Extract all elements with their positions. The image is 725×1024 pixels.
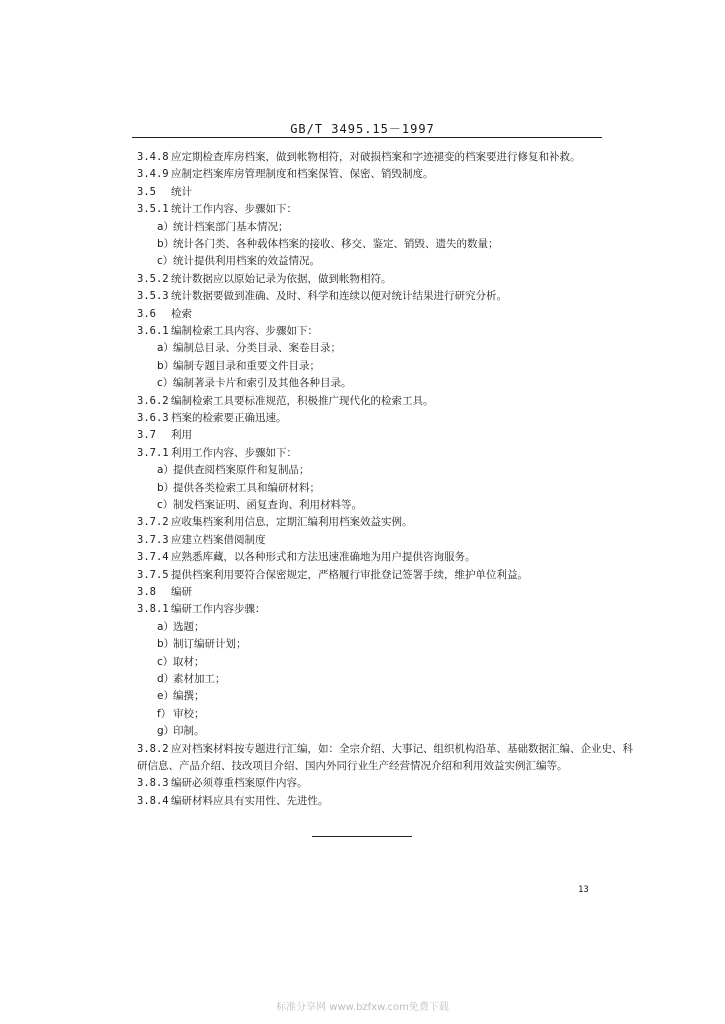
list-item [157, 237, 499, 251]
clause-text: 利用工作内容、步骤如下： [171, 446, 297, 459]
clause-text: 制订编研计划； [173, 638, 247, 651]
list-letter: b） [157, 359, 175, 372]
clause-line [137, 550, 476, 564]
clause-text: 统计数据要做到准确、及时、科学和连续以便对统计结果进行研究分析。 [171, 290, 507, 303]
clause-text: 统计档案部门基本情况； [173, 220, 289, 233]
clause-line [137, 585, 192, 599]
clause-number: 3.4.9 [137, 168, 169, 181]
clause-text: 编制著录卡片和索引及其他各种目录。 [173, 377, 352, 390]
clause-text: 编制专题目录和重要文件目录； [173, 359, 320, 372]
clause-text: 制发档案证明、函复查询、利用材料等。 [173, 499, 362, 511]
clause-text: 应制定档案库房管理制度和档案保管、保密、销毁制度。 [171, 168, 434, 181]
list-letter: d） [157, 673, 175, 685]
list-letter: a） [157, 342, 174, 355]
clause-text: 编研 [171, 586, 192, 598]
clause-text: 编研必须尊重档案原件内容。 [171, 777, 308, 790]
clause-number: 3.6 [137, 307, 156, 320]
list-item [157, 220, 289, 234]
clause-line [137, 150, 581, 164]
list-item [157, 254, 320, 268]
list-letter: b） [157, 481, 175, 494]
clause-line [137, 272, 392, 286]
clause-line [137, 742, 633, 756]
list-item [157, 689, 205, 703]
clause-text: 审校； [173, 707, 205, 720]
clause-text: 应对档案材料按专题进行汇编，如：全宗介绍、大事记、组织机构沿革、基础数据汇编、企业史、科 [171, 742, 633, 755]
clause-line [137, 428, 192, 442]
clause-text: 统计数据应以原始记录为依据，做到帐物相符。 [171, 272, 392, 285]
clause-line [137, 602, 266, 616]
clause-text: 编制检索工具内容、步骤如下： [171, 325, 318, 337]
clause-line [137, 446, 297, 460]
clause-text: 编制总目录、分类目录、案卷目录； [173, 342, 341, 355]
standard-header: GB/T 3495.15－1997 [290, 122, 435, 136]
clause-number: 3.5 [137, 185, 156, 198]
list-item [157, 463, 310, 477]
clause-number: 3.5.2 [137, 272, 169, 285]
clause-line [137, 759, 568, 773]
list-item [157, 707, 205, 721]
clause-text: 应收集档案利用信息，定期汇编利用档案效益实例。 [171, 516, 413, 529]
clause-line [137, 411, 287, 425]
clause-text: 利用 [171, 429, 192, 442]
list-letter: a） [157, 220, 174, 233]
clause-line [137, 515, 413, 529]
clause-text: 编制检索工具要标准规范，积极推广现代化的检索工具。 [171, 394, 434, 407]
clause-text: 研信息、产品介绍、技改项目介绍、国内外同行业生产经营情况介绍和利用效益实例汇编等。 [137, 760, 568, 772]
list-item [157, 655, 205, 669]
clause-line [137, 533, 266, 547]
clause-number: 3.6.2 [137, 394, 169, 407]
clause-text: 应定期检查库房档案，做到帐物相符，对破损档案和字迹褪变的档案要进行修复和补救。 [171, 151, 581, 163]
list-item [157, 724, 205, 738]
clause-number: 3.7.1 [137, 446, 169, 459]
clause-number: 3.4.8 [137, 151, 169, 163]
header-rule [132, 137, 602, 138]
list-letter: e） [157, 690, 174, 703]
clause-line [137, 568, 528, 582]
clause-text: 提供档案利用要符合保密规定，严格履行审批登记签署手续，维护单位利益。 [171, 568, 528, 581]
clause-number: 3.8 [137, 586, 156, 598]
list-item [157, 376, 352, 390]
clause-text: 编研工作内容步骤： [171, 603, 266, 616]
list-letter: c） [157, 377, 174, 390]
watermark-footer: 标准分享网 www.bzfxw.com免费下载 [276, 1002, 449, 1013]
clause-text: 印制。 [173, 725, 205, 738]
list-item [157, 341, 341, 355]
clause-text: 应建立档案借阅制度 [171, 533, 266, 546]
list-letter: b） [157, 238, 175, 250]
clause-text: 素材加工； [173, 673, 226, 685]
list-item [157, 498, 362, 512]
clause-number: 3.8.3 [137, 777, 169, 790]
clause-line [137, 394, 434, 408]
clause-text: 取材； [173, 655, 205, 668]
list-item [157, 637, 247, 651]
clause-text: 检索 [171, 307, 192, 320]
clause-text: 提供查阅档案原件和复制品； [173, 464, 310, 477]
clause-line [137, 289, 507, 303]
clause-text: 提供各类检索工具和编研材料； [173, 481, 320, 494]
list-letter: c） [157, 655, 174, 668]
clause-number: 3.7.2 [137, 516, 169, 529]
clause-line [137, 776, 308, 790]
clause-number: 3.7 [137, 429, 156, 442]
list-item [157, 672, 226, 686]
clause-text: 档案的检索要正确迅速。 [171, 412, 287, 424]
clause-number: 3.5.1 [137, 203, 169, 216]
list-letter: a） [157, 620, 174, 633]
clause-text: 统计提供利用档案的效益情况。 [173, 255, 320, 268]
clause-text: 统计工作内容、步骤如下： [171, 203, 297, 216]
list-letter: f） [157, 707, 172, 720]
clause-number: 3.7.4 [137, 551, 169, 564]
list-letter: g） [157, 725, 175, 738]
clause-text: 编研材料应具有实用性、先进性。 [171, 794, 329, 807]
clause-text: 编撰； [173, 690, 205, 703]
list-letter: a） [157, 464, 174, 477]
clause-text: 统计各门类、各种载体档案的接收、移交、鉴定、销毁、遗失的数量； [173, 238, 499, 250]
clause-line [137, 185, 192, 199]
clause-line [137, 167, 434, 181]
list-item [157, 359, 320, 373]
clause-text: 统计 [171, 185, 192, 198]
clause-number: 3.6.1 [137, 325, 169, 337]
clause-number: 3.6.3 [137, 412, 169, 424]
clause-text: 选题； [173, 620, 205, 633]
clause-number: 3.7.5 [137, 568, 169, 581]
clause-number: 3.8.2 [137, 742, 169, 755]
list-letter: c） [157, 255, 174, 268]
page-number: 13 [578, 885, 589, 895]
list-letter: b） [157, 638, 175, 651]
clause-line [137, 202, 297, 216]
list-item [157, 481, 320, 495]
list-item [157, 620, 205, 634]
clause-text: 应熟悉库藏，以各种形式和方法迅速准确地为用户提供咨询服务。 [171, 551, 476, 564]
list-letter: c） [157, 499, 174, 511]
clause-number: 3.8.4 [137, 794, 169, 807]
clause-line [137, 307, 192, 321]
end-rule [312, 836, 412, 837]
clause-number: 3.5.3 [137, 290, 169, 303]
clause-line [137, 794, 329, 808]
clause-number: 3.8.1 [137, 603, 169, 616]
clause-line [137, 324, 318, 338]
clause-number: 3.7.3 [137, 533, 169, 546]
